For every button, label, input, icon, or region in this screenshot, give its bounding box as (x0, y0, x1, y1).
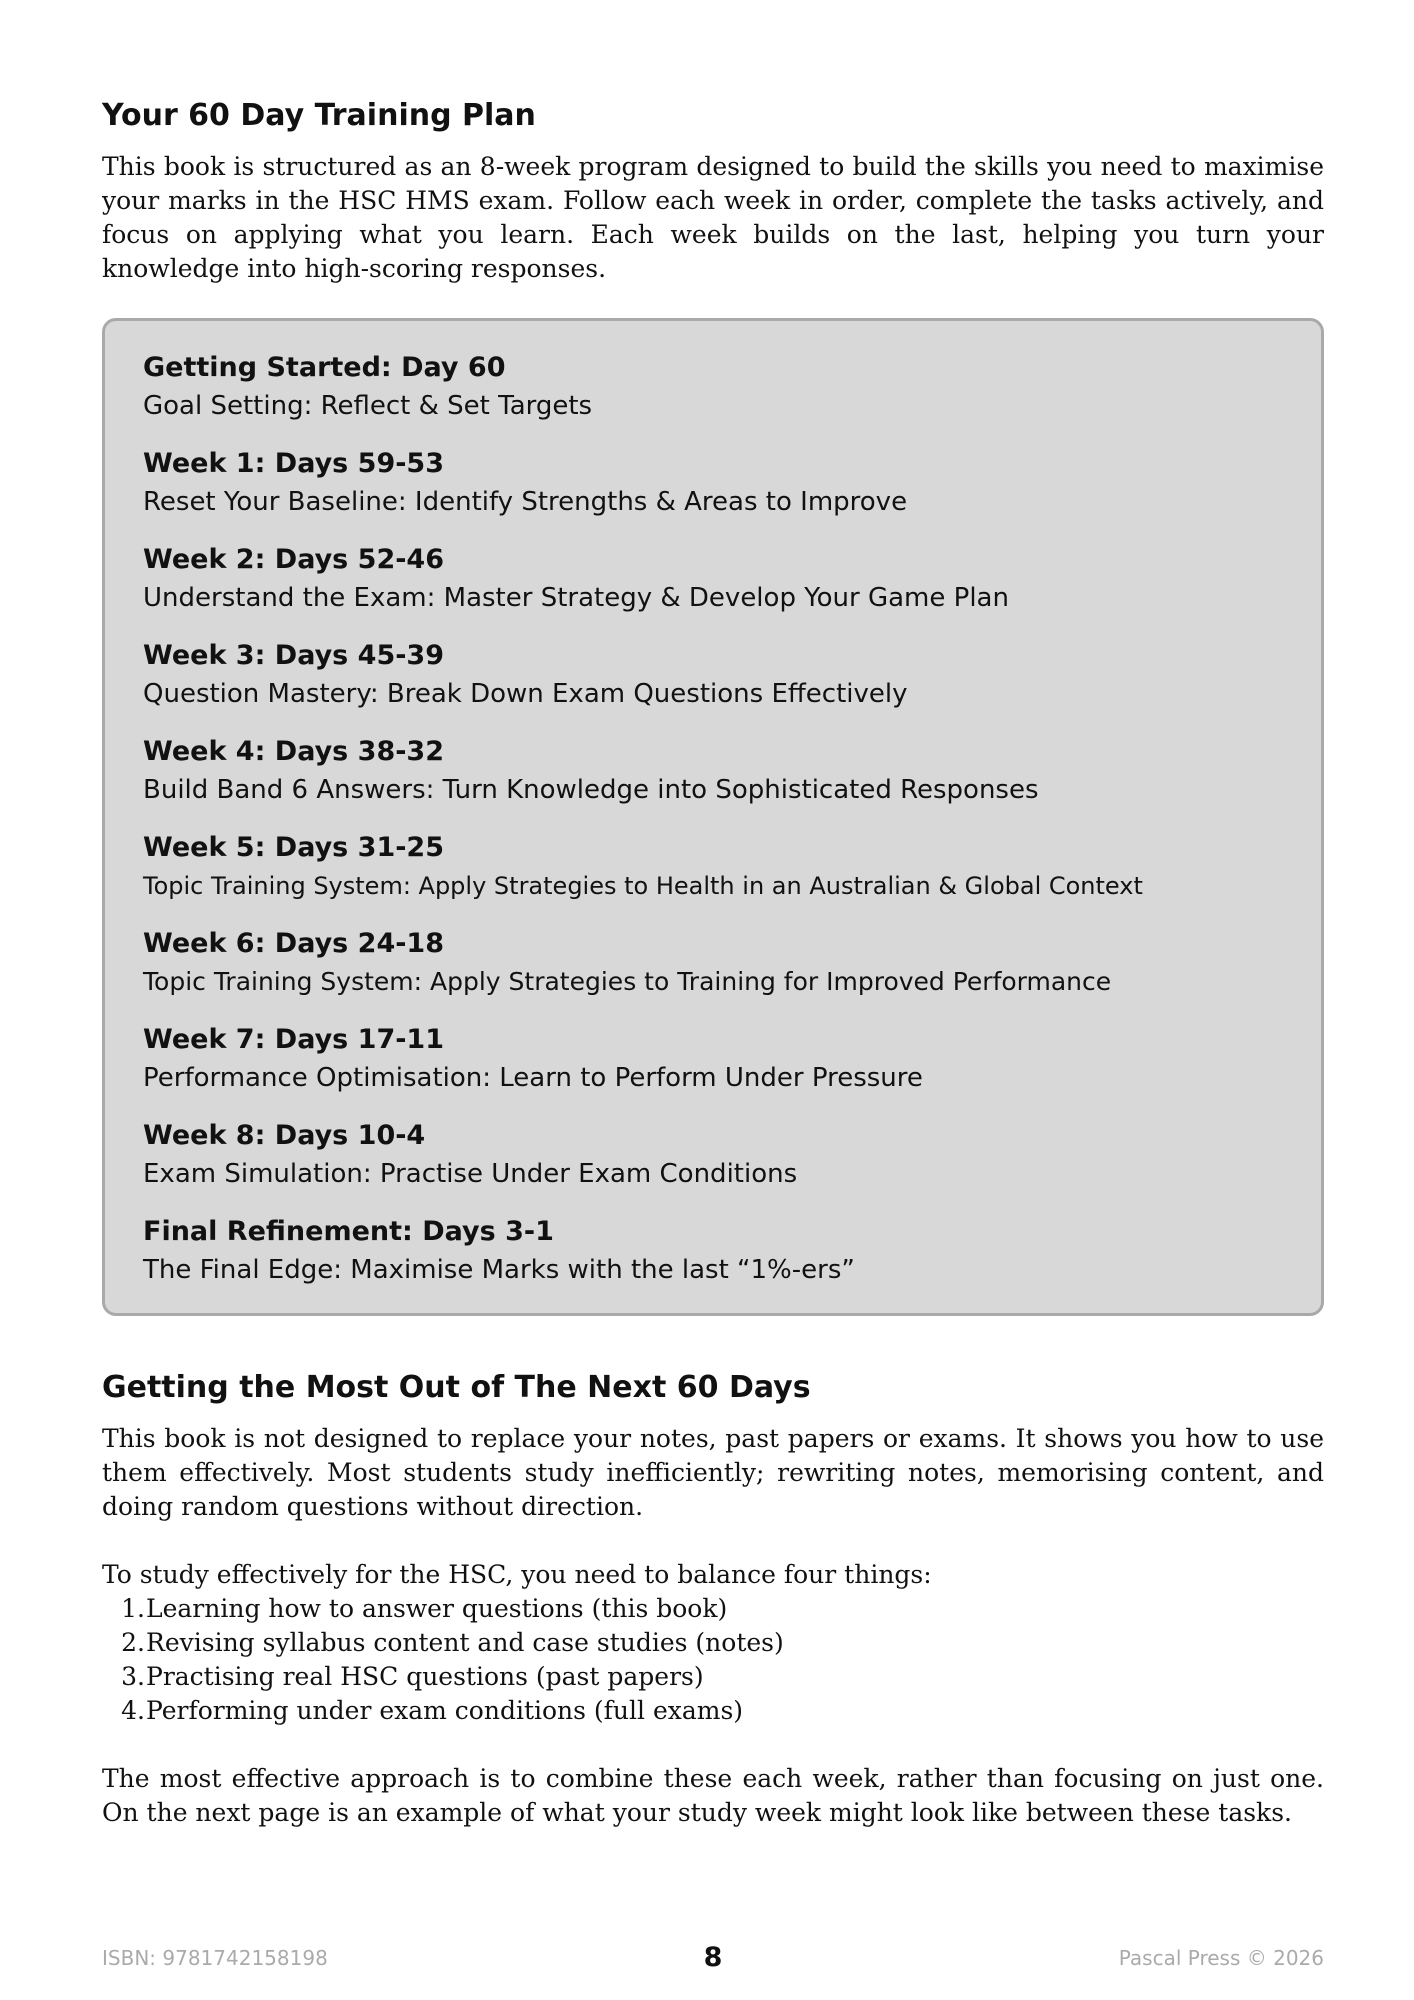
page-number: 8 (703, 1942, 723, 1973)
plan-item-heading: Week 4: Days 38-32 (143, 736, 445, 767)
list-text: Performing under exam conditions (full exams) (146, 1696, 744, 1725)
list-number: 4. (121, 1696, 145, 1725)
plan-item-week-8 (143, 1117, 1301, 1193)
copyright-text: Pascal Press © 2026 (1118, 1946, 1324, 1970)
plan-item-description: Goal Setting: Reflect & Set Targets (143, 391, 593, 421)
plan-item-heading: Week 1: Days 59-53 (143, 448, 445, 479)
plan-item-heading: Week 6: Days 24-18 (143, 928, 445, 959)
plan-item-week-5 (143, 829, 1301, 905)
list-item (102, 1694, 1324, 1728)
paragraph-spacer (102, 1728, 1324, 1762)
plan-item-heading: Week 5: Days 31-25 (143, 832, 445, 863)
plan-item-description: Question Mastery: Break Down Exam Questions Effectively (143, 679, 908, 709)
plan-item-description: The Final Edge: Maximise Marks with the last “1%-ers” (143, 1255, 855, 1285)
plan-item-getting-started (143, 349, 1301, 425)
plan-item-heading: Final Refinement: Days 3-1 (143, 1216, 554, 1247)
list-number: 1. (121, 1594, 145, 1623)
plan-item-description: Reset Your Baseline: Identify Strengths & Areas to Improve (143, 487, 908, 517)
study-balance-list (102, 1592, 1324, 1728)
paragraph-not-designed: This book is not designed to replace your notes, past papers or exams. It shows you how to use them effectively. Most students study inefficiently; rewriting notes, memorising content, and doing random questions without direction. (102, 1424, 1324, 1521)
plan-item-description: Topic Training System: Apply Strategies to Training for Improved Performance (143, 967, 1112, 996)
plan-item-description: Performance Optimisation: Learn to Perform Under Pressure (143, 1063, 923, 1093)
paragraph-effective-approach: The most effective approach is to combine these each week, rather than focusing on just one. On the next page is an example of what your study week might look like between these tasks. (102, 1764, 1324, 1827)
intro-paragraph: This book is structured as an 8-week program designed to build the skills you need to maximise your marks in the HSC HMS exam. Follow each week in order, complete the tasks actively, and focus on applying what you learn. Each week builds on the last, helping you turn your knowledge into high-scoring responses. (102, 152, 1324, 283)
list-number: 3. (121, 1662, 145, 1691)
list-item (102, 1660, 1324, 1694)
list-text: Learning how to answer questions (this book) (146, 1594, 728, 1623)
plan-item-week-7 (143, 1021, 1301, 1097)
plan-item-description: Exam Simulation: Practise Under Exam Conditions (143, 1159, 798, 1189)
section-title-most-out: Getting the Most Out of The Next 60 Days (102, 1370, 811, 1405)
isbn-text: ISBN: 9781742158198 (102, 1946, 328, 1970)
plan-item-description: Understand the Exam: Master Strategy & Develop Your Game Plan (143, 583, 1009, 613)
paragraph-spacer (102, 1524, 1324, 1558)
list-number: 2. (121, 1628, 145, 1657)
plan-item-heading: Week 8: Days 10-4 (143, 1120, 426, 1151)
plan-item-week-1 (143, 445, 1301, 521)
plan-item-description: Build Band 6 Answers: Turn Knowledge into Sophisticated Responses (143, 775, 1039, 805)
section-title-training-plan: Your 60 Day Training Plan (102, 98, 536, 133)
page-content (102, 96, 1324, 1830)
plan-item-heading: Getting Started: Day 60 (143, 352, 506, 383)
list-item (102, 1592, 1324, 1626)
list-item (102, 1626, 1324, 1660)
plan-item-heading: Week 2: Days 52-46 (143, 544, 445, 575)
list-text: Revising syllabus content and case studies (notes) (146, 1628, 784, 1657)
plan-item-description: Topic Training System: Apply Strategies to Health in an Australian & Global Context (143, 872, 1143, 900)
training-plan-box (102, 318, 1324, 1316)
list-text: Practising real HSC questions (past papers) (146, 1662, 704, 1691)
page-footer (102, 1942, 1324, 1976)
plan-item-week-6 (143, 925, 1301, 1001)
list-intro: To study effectively for the HSC, you need to balance four things: (102, 1560, 932, 1589)
plan-item-final-refinement (143, 1213, 1301, 1289)
plan-item-week-2 (143, 541, 1301, 617)
plan-item-heading: Week 3: Days 45-39 (143, 640, 445, 671)
plan-item-week-4 (143, 733, 1301, 809)
plan-item-week-3 (143, 637, 1301, 713)
plan-item-heading: Week 7: Days 17-11 (143, 1024, 445, 1055)
